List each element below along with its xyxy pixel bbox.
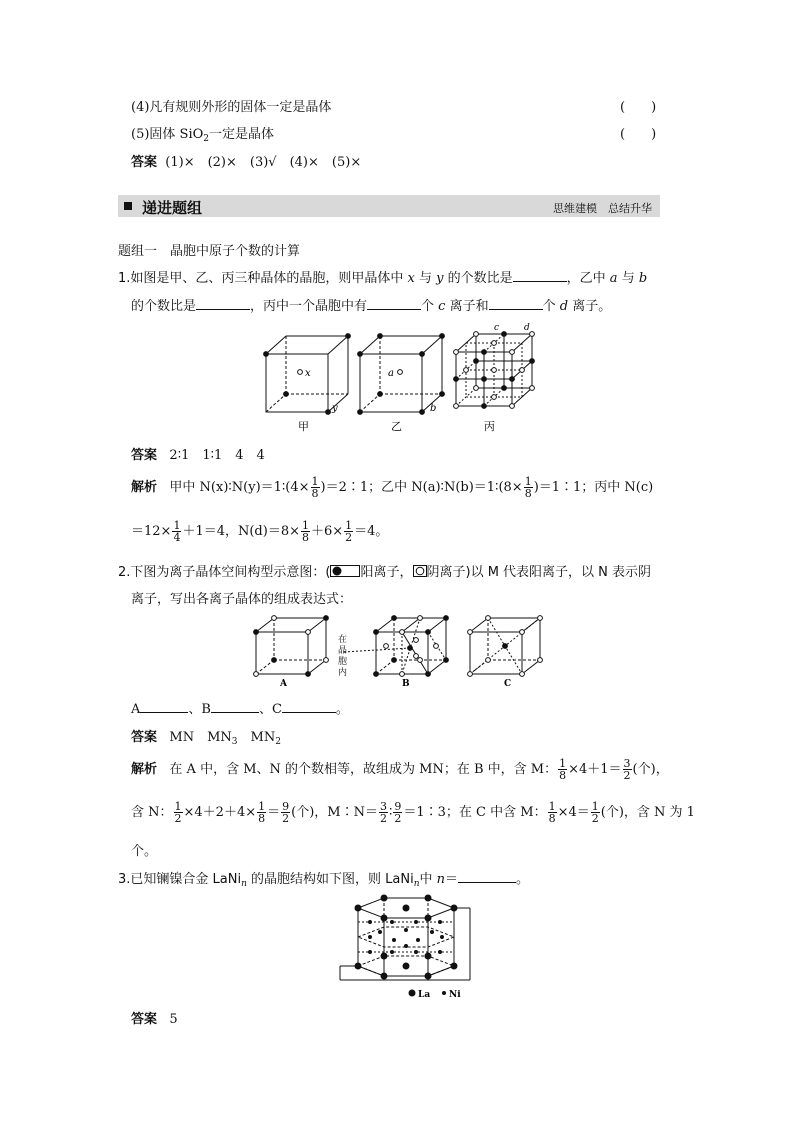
crystal-A (254, 616, 329, 677)
label-d: d (524, 323, 530, 333)
fig-label-B: B (402, 679, 410, 689)
fig-label-C: C (504, 679, 512, 689)
group-title: 题组一 晶胞中原子个数的计算 (118, 244, 301, 259)
label-y: y (332, 403, 338, 414)
q3-lani-cell-figure (330, 888, 480, 1000)
q2-analysis-3: 个。 (131, 844, 158, 859)
label-x: x (305, 368, 311, 379)
anion-legend-icon (413, 565, 427, 577)
svg-text:内: 内 (338, 668, 348, 678)
statement-5: (5)固体 SiO$_2$一定是晶体 (131, 127, 275, 144)
q2-analysis-2: 含 N： $\frac{1}{2}$ ×4＋2＋4× $\frac{1}{8}$ ＝ $\frac{9}{2}$ (个)，M∶N＝ $\frac{3}{2}$ ∶ $\frac{9}{2}$ ＝1∶3；在 C 中含 M： $\frac{1}{8}$ ×4＝ $\frac{1}{2}$ (个)，含 N 为 1 (131, 800, 695, 825)
q2-line1: 2.下图为离子晶体空间构型示意图：( 阳离子， 阴离子)以 M 代表阳离子，以 N 表示阴 (118, 565, 652, 580)
legend-ni: Ni (449, 990, 461, 1000)
crystal-B (344, 616, 448, 677)
legend-la: La (418, 990, 431, 1000)
cell-bing (454, 332, 535, 409)
cation-legend-icon (330, 565, 360, 577)
crystal-C (468, 616, 543, 677)
banner-square-icon (124, 202, 132, 210)
banner-title: 递进题组 (142, 199, 203, 217)
q1-line2: 的个数比是 ，丙中一个晶胞中有 个 c 离子和 个 d 离子。 (131, 299, 612, 314)
q2-answer: 答案 MN $MN_3$ $MN_2$ (131, 730, 281, 747)
q2-line2: 离子，写出各离子晶体的组成表达式： (131, 592, 353, 607)
statement-4: (4)凡有规则外形的固体一定是晶体 (131, 100, 332, 115)
answer-paren-5: ( ) (620, 127, 657, 142)
ni-atoms (368, 920, 444, 954)
q1-analysis-2: ＝12× $\frac{1}{4}$ ＋1＝4，N(d)＝8× $\frac{1}{8}$ ＋6× $\frac{1}{2}$ ＝4。 (131, 519, 389, 544)
fig-label-jia: 甲 (298, 420, 309, 433)
section-banner (118, 195, 660, 217)
q3-question: 3.已知镧镍合金 LaNi$_n$ 的晶胞结构如下图，则 LaNi$_n$中 n＝ 。 (118, 872, 530, 889)
q2-analysis-1: 解析 在 A 中，含 M、N 的个数相等，故组成为 MN；在 B 中，含 M： $\frac{1}{8}$ ×4＋1＝ $\frac{3}{2}$ (个)， (131, 757, 669, 782)
svg-text:晶: 晶 (338, 646, 348, 656)
fig-label-bing: 丙 (484, 420, 495, 433)
side-label (338, 633, 347, 678)
legend-ni-icon (442, 991, 446, 995)
q2-fill-blanks: A 、B 、C 。 (131, 702, 349, 717)
q1-line1: 1.如图是甲、乙、丙三种晶体的晶胞，则甲晶体中 x 与 y 的个数比是 ，乙中 a 与 b (118, 271, 648, 286)
fig-label-yi: 乙 (391, 420, 402, 433)
svg-text:在: 在 (338, 635, 348, 645)
top-answer: 答案 (1)× (2)× (3)√ (4)× (5)× (131, 155, 362, 170)
q2-crystal-figures (250, 612, 550, 690)
label-a: a (388, 368, 394, 379)
q1-answer: 答案 2∶1 1∶1 4 4 (131, 448, 265, 463)
label-b: b (430, 403, 437, 414)
q3-answer: 答案 5 (131, 1012, 178, 1027)
svg-text:胞: 胞 (338, 657, 348, 667)
q1-unit-cell-figures (258, 322, 538, 434)
q1-analysis-1: 解析 甲中 N(x)∶N(y)＝1∶(4× $\frac{1}{8}$ )＝2∶1；乙中 N(a)∶N(b)＝1∶(8× $\frac{1}{8}$ )＝1∶1；丙中 N(c) (131, 475, 654, 500)
fig-label-A: A (280, 679, 287, 689)
legend-la-icon (409, 990, 416, 997)
answer-paren-4: ( ) (620, 100, 657, 115)
label-c: c (494, 323, 500, 333)
banner-subtitle: 思维建模 总结升华 (553, 202, 652, 215)
